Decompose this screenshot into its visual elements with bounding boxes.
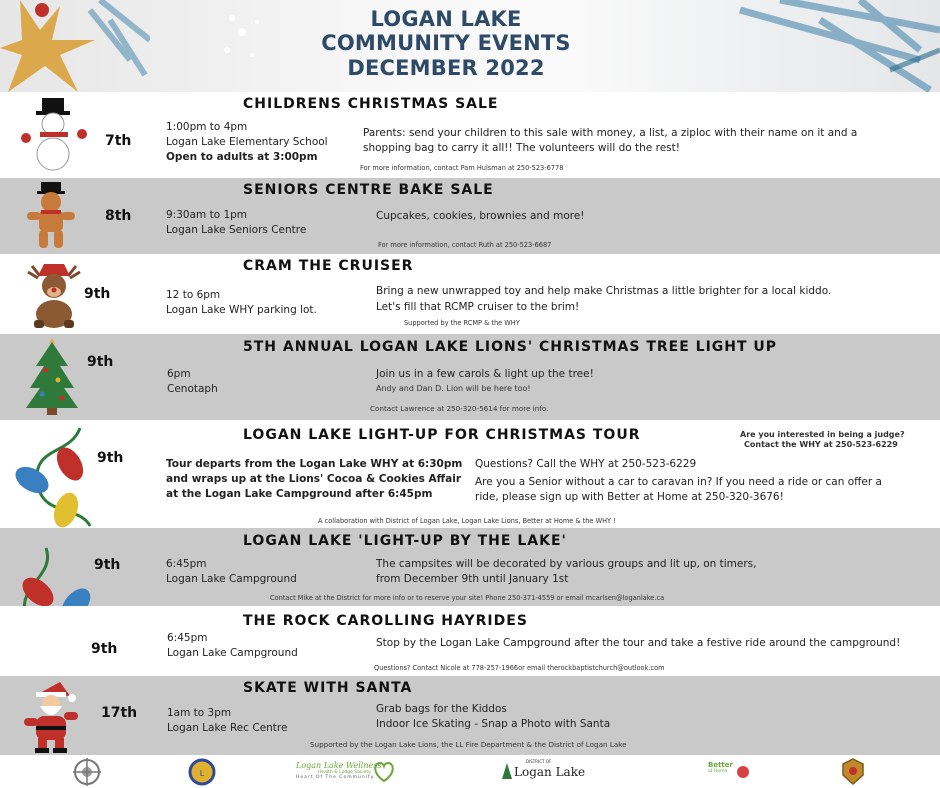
event-description: from December 9th until January 1st — [376, 573, 569, 585]
event-note: Questions? Contact Nicole at 778-257-1966or email therockbaptistchurch@outlook.com — [374, 664, 665, 672]
better-logo-text: Better — [708, 761, 733, 769]
tree-logo-icon — [502, 763, 512, 781]
snowman-icon — [20, 96, 90, 176]
event-row-bake-sale — [0, 178, 940, 254]
event-row-cram-cruiser — [0, 254, 940, 334]
heart-icon — [372, 761, 396, 783]
event-detail-line: and wraps up at the Lions' Cocoa & Cookies Affair — [166, 473, 462, 485]
event-row-carolling-hayrides — [0, 606, 940, 676]
event-note: Contact Mike at the District for more info or to reserve your site! Phone 250-371-4559 or email mcarlsen@loganlake.ca — [270, 594, 665, 602]
event-title: SENIORS CENTRE BAKE SALE — [243, 182, 494, 198]
district-logo-text: Logan Lake — [514, 765, 586, 779]
event-description: Stop by the Logan Lake Campground after the tour and take a festive ride around the campground! — [376, 637, 901, 649]
event-description: Andy and Dan D. Lion will be here too! — [376, 384, 531, 393]
event-location: Logan Lake Campground — [167, 647, 298, 659]
event-description: Questions? Call the WHY at 250-523-6229 — [475, 458, 697, 470]
event-location: Logan Lake Rec Centre — [167, 722, 288, 734]
event-location: Logan Lake WHY parking lot. — [166, 304, 317, 316]
gingerbread-icon — [25, 180, 85, 252]
event-description: Cupcakes, cookies, brownies and more! — [376, 210, 585, 222]
event-date: 9th — [97, 450, 124, 466]
event-date: 9th — [87, 354, 114, 370]
event-description: Bring a new unwrapped toy and help make Christmas a little brighter for a local kiddo. — [376, 285, 832, 297]
event-note: Contact Lawrence at 250-320-5614 for more info. — [370, 404, 549, 413]
better-at-home-logo — [708, 761, 754, 785]
event-row-light-up-tour — [0, 420, 940, 528]
svg-text:L: L — [199, 769, 205, 778]
event-detail-line: at the Logan Lake Campground after 6:45pm — [166, 488, 433, 500]
event-description: Indoor Ice Skating - Snap a Photo with Santa — [376, 718, 611, 730]
wellness-logo-tagline: Heart Of The Community — [296, 775, 375, 780]
wellness-logo-subtext: Health & Lodge Society — [318, 770, 371, 775]
event-location: Logan Lake Seniors Centre — [166, 224, 307, 236]
event-description: The campsites will be decorated by various groups and lit up, on timers, — [376, 558, 757, 570]
wellness-society-logo — [296, 761, 406, 787]
district-logo-smalltext: DISTRICT OF — [526, 759, 552, 764]
header-title-line3: DECEMBER 2022 — [347, 56, 545, 80]
event-title: 5TH ANNUAL LOGAN LAKE LIONS' CHRISTMAS TREE LIGHT UP — [243, 339, 778, 355]
event-time: 9:30am to 1pm — [166, 209, 248, 221]
event-location: Logan Lake Campground — [166, 573, 297, 585]
event-description: Let's fill that RCMP cruiser to the brim! — [376, 301, 580, 313]
christmas-lights-icon — [10, 426, 100, 534]
judge-callout: Are you interested in being a judge? — [740, 430, 905, 439]
event-time: 6pm — [167, 368, 191, 380]
event-title: CHILDRENS CHRISTMAS SALE — [243, 96, 499, 112]
event-row-light-up-lake — [0, 528, 940, 606]
header-banner — [0, 0, 940, 92]
event-row-tree-light-up — [0, 334, 940, 420]
event-title: CRAM THE CRUISER — [243, 258, 414, 274]
event-note: For more information, contact Ruth at 250-523-6687 — [378, 241, 552, 249]
event-note: Supported by the Logan Lake Lions, the LL Fire Department & the District of Logan Lake — [310, 740, 627, 749]
event-note: For more information, contact Pam Hulsman at 250-523-6778 — [360, 164, 564, 172]
event-extra: Open to adults at 3:00pm — [166, 151, 318, 163]
judge-callout: Contact the WHY at 250-523-6229 — [744, 440, 898, 449]
event-description: Grab bags for the Kiddos — [376, 703, 507, 715]
event-time: 1:00pm to 4pm — [166, 121, 248, 133]
heart-logo-icon — [736, 765, 750, 779]
lions-club-logo-icon — [187, 757, 217, 787]
reindeer-icon — [24, 260, 84, 332]
christmas-lights-icon — [0, 0, 1, 1]
header-title-line1: LOGAN LAKE — [370, 7, 522, 31]
event-time: 1am to 3pm — [167, 707, 232, 719]
event-note: A collaboration with District of Logan Lake, Logan Lake Lions, Better at Home & the WHY ! — [318, 517, 616, 525]
event-detail-line: Tour departs from the Logan Lake WHY at 6:30pm — [166, 458, 463, 470]
event-description: shopping bag to carry it all!! The volunteers will do the rest! — [363, 142, 680, 154]
event-title: LOGAN LAKE 'LIGHT-UP BY THE LAKE' — [243, 533, 567, 549]
better-logo-subtext: at Home — [708, 769, 728, 774]
event-description: Join us in a few carols & light up the tree! — [376, 368, 594, 380]
event-row-childrens-sale — [0, 92, 940, 178]
sponsor-logos — [0, 755, 940, 788]
event-row-skate-santa — [0, 676, 940, 755]
event-description: Parents: send your children to this sale with money, a list, a ziploc with their name on it and a — [363, 127, 858, 139]
district-logan-lake-logo — [502, 759, 592, 787]
event-title: THE ROCK CAROLLING HAYRIDES — [243, 613, 528, 629]
fire-department-logo-icon — [70, 757, 104, 787]
event-note: Supported by the RCMP & the WHY — [404, 319, 520, 327]
event-date: 8th — [105, 208, 132, 224]
santa-icon — [20, 678, 86, 754]
event-location: Logan Lake Elementary School — [166, 136, 328, 148]
christmas-tree-icon — [22, 336, 82, 416]
event-time: 12 to 6pm — [166, 289, 221, 301]
event-date: 9th — [94, 557, 121, 573]
event-time: 6:45pm — [166, 558, 207, 570]
header-title-line2: COMMUNITY EVENTS — [321, 31, 571, 55]
event-time: 6:45pm — [167, 632, 208, 644]
wellness-logo-text: Logan Lake Wellness — [296, 761, 382, 770]
rcmp-badge-icon — [840, 757, 866, 787]
event-location: Cenotaph — [167, 383, 218, 395]
event-date: 9th — [84, 286, 111, 302]
event-date: 17th — [101, 705, 138, 721]
event-description: ride, please sign up with Better at Home at 250-320-3676! — [475, 491, 784, 503]
event-date: 7th — [105, 133, 132, 149]
event-date: 9th — [91, 641, 118, 657]
event-title: LOGAN LAKE LIGHT-UP FOR CHRISTMAS TOUR — [243, 427, 641, 443]
event-title: SKATE WITH SANTA — [243, 680, 413, 696]
event-description: Are you a Senior without a car to caravan in? If you need a ride or can offer a — [475, 476, 882, 488]
